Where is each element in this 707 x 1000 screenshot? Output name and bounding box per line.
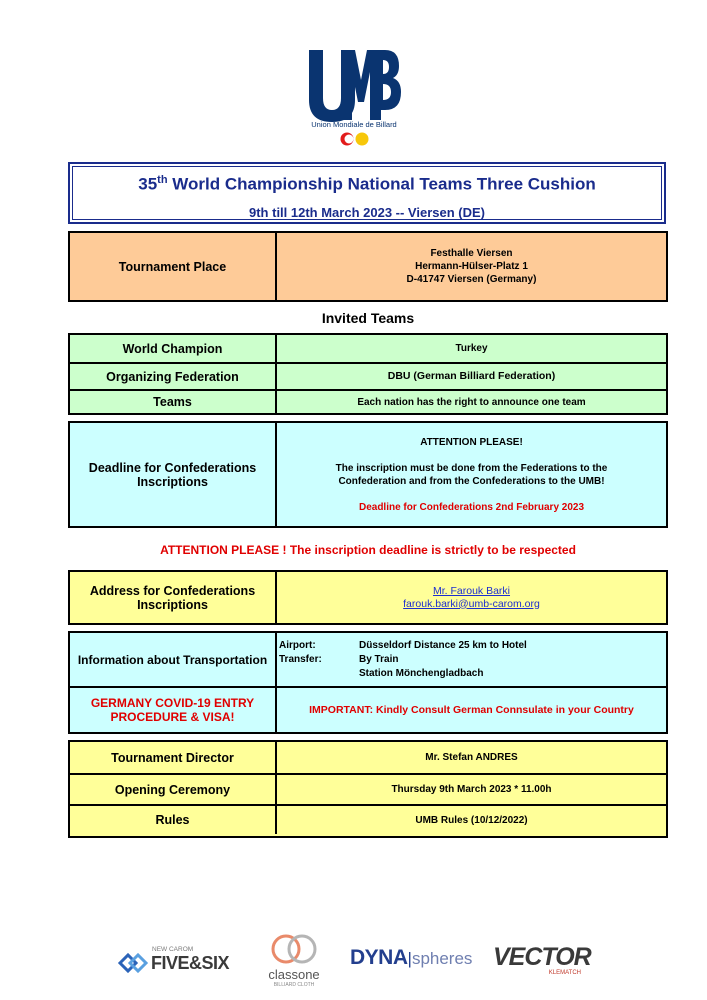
transport-grid: [277, 639, 666, 680]
title-superscript: th: [157, 174, 168, 186]
table-row: [70, 804, 666, 834]
place-line: Festhalle Viersen: [430, 248, 513, 259]
contact-email-link[interactable]: farouk.barki@umb-carom.org: [403, 597, 540, 610]
covid-value: IMPORTANT: Kindly Consult German Connsulate in your Country: [309, 703, 634, 716]
tournament-place-label: Tournament Place: [70, 233, 277, 300]
classone-name: classone: [268, 967, 320, 982]
vector-logo: [493, 944, 593, 986]
title-number: 35: [138, 174, 158, 194]
five-and-six-logo: [118, 944, 243, 984]
row-value: Mr. Stefan ANDRES: [425, 752, 518, 763]
inscription-text: The inscription must be done from the Federations to the Confederation and from the Confederations to the UMB!: [335, 462, 608, 487]
row-label: Rules: [70, 806, 277, 834]
dynaspheres-logo: DYNA|spheres: [350, 946, 473, 969]
deadline-label: Deadline for Confederations Inscriptions: [70, 423, 277, 526]
table-row: [70, 335, 666, 362]
row-value: Thursday 9th March 2023 * 11.00h: [391, 784, 552, 795]
tournament-place-value: [277, 233, 666, 300]
table-row: [70, 686, 666, 732]
row-label: Teams: [70, 391, 277, 413]
classone-logo: [258, 934, 330, 990]
transfer-value: By Train: [359, 654, 399, 665]
details-table: [68, 740, 668, 838]
table-row: [70, 362, 666, 389]
contact-name-link[interactable]: Mr. Farouk Barki: [432, 584, 511, 597]
row-value: UMB Rules (10/12/2022): [415, 814, 528, 826]
transportation-table: [68, 631, 668, 734]
sponsor-logos: [110, 930, 600, 990]
title-box: [68, 162, 666, 224]
vector-subtitle: KLEMATCH: [548, 970, 581, 976]
umb-logo-balls: [338, 131, 372, 147]
deadline-table: [68, 421, 668, 528]
row-label: World Champion: [70, 335, 277, 362]
dynaspheres-name-bold: DYNA: [350, 946, 408, 969]
address-table: [68, 570, 668, 625]
five-and-six-name: FIVE&SIX: [151, 953, 230, 973]
address-label: Address for Confederations Inscriptions: [70, 572, 277, 623]
airport-label: Airport:: [279, 640, 316, 651]
attention-text: ATTENTION PLEASE!: [420, 436, 523, 448]
row-value: Each nation has the right to announce one team: [357, 396, 586, 408]
invited-teams-table: [68, 333, 668, 415]
deadline-value: [277, 423, 666, 526]
umb-logo: [305, 44, 403, 124]
table-row: [70, 742, 666, 773]
five-and-six-icon: [118, 950, 148, 976]
tournament-place-table: [68, 231, 668, 302]
row-label: Tournament Director: [70, 742, 277, 773]
dynaspheres-name-light: spheres: [411, 949, 473, 968]
table-row: [70, 633, 666, 686]
five-and-six-subtitle: NEW CAROM: [152, 946, 194, 953]
table-row: [70, 773, 666, 804]
page-title: [70, 174, 664, 195]
classone-icon: [269, 934, 319, 964]
place-line: Hermann-Hülser-Platz 1: [415, 261, 528, 272]
deadline-warning: ATTENTION PLEASE ! The inscription deadline is strictly to be respected: [160, 543, 576, 557]
row-label: Organizing Federation: [70, 364, 277, 389]
deadline-date: Deadline for Confederations 2nd February 2023: [358, 501, 585, 513]
address-value: [277, 572, 666, 623]
row-value: DBU (German Billiard Federation): [387, 370, 556, 382]
place-line: D-41747 Viersen (Germany): [406, 274, 537, 285]
table-row: [70, 389, 666, 413]
vector-name: VECTOR: [493, 943, 591, 971]
transfer-label: Transfer:: [279, 654, 322, 665]
invited-teams-heading: Invited Teams: [321, 310, 415, 326]
transfer-station: Station Mönchengladbach: [359, 668, 484, 679]
page-subtitle: 9th till 12th March 2023 -- Viersen (DE): [249, 205, 485, 220]
row-value: Turkey: [455, 343, 488, 354]
transport-value: [277, 633, 666, 686]
airport-value: Düsseldorf Distance 25 km to Hotel: [359, 640, 527, 651]
umb-logo-name: Union Mondiale de Billard: [311, 120, 397, 129]
row-label: Opening Ceremony: [70, 775, 277, 804]
covid-label: GERMANY COVID-19 ENTRY PROCEDURE & VISA!: [70, 688, 277, 732]
classone-subtitle: BILLIARD CLOTH: [273, 982, 315, 988]
transport-label: Information about Transportation: [70, 633, 277, 686]
title-text: World Championship National Teams Three Cushion: [167, 174, 596, 194]
